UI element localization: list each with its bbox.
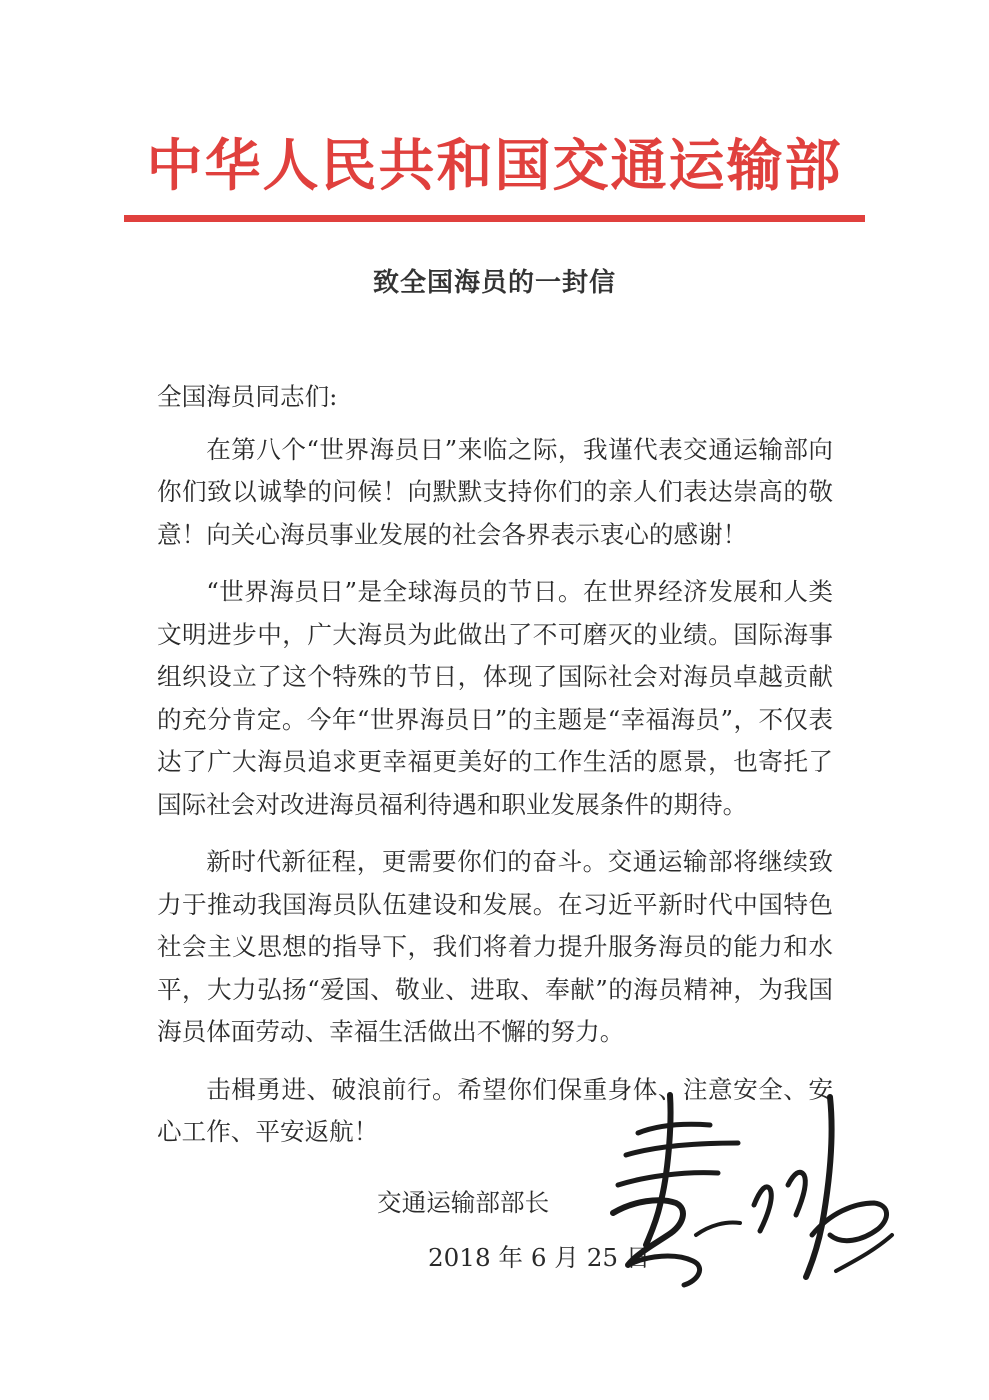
handwritten-signature-icon bbox=[598, 1085, 898, 1290]
letter-title: 致全国海员的一封信 bbox=[372, 268, 616, 298]
paragraph-4: 击楫勇进、破浪前行。希望你们保重身体、注意安全、安心工作、平安返航！ bbox=[157, 1074, 833, 1146]
paragraph-1: 在第八个“世界海员日”来临之际，我谨代表交通运输部向你们致以诚挚的问候！向默默支持你们的亲人们表达崇高的敬意！向关心海员事业发展的社会各界表示衷心的感谢！ bbox=[157, 434, 833, 549]
letter-body bbox=[157, 376, 833, 1169]
signer-title: 交通运输部部长 bbox=[377, 1188, 550, 1217]
salutation: 全国海员同志们: bbox=[157, 382, 338, 411]
masthead-rule bbox=[124, 215, 865, 222]
signature-strokes bbox=[613, 1095, 892, 1285]
paragraph-2: “世界海员日”是全球海员的节日。在世界经济发展和人类文明进步中，广大海员为此做出了不可磨灭的业绩。国际海事组织设立了这个特殊的节日，体现了国际社会对海员卓越贡献的充分肯定。今年“世界海员日”的主题是“幸福海员”，不仅表达了广大海员追求更幸福更美好的工作生活的愿景，也寄托了国际社会对改进海员福利待遇和职业发展条件的期待。 bbox=[157, 577, 833, 819]
masthead-title: 中华人民共和国交通运输部 bbox=[146, 134, 843, 199]
letter-date: 2018 年 6 月 25 日 bbox=[428, 1243, 651, 1272]
paragraph-3: 新时代新征程，更需要你们的奋斗。交通运输部将继续致力于推动我国海员队伍建设和发展。在习近平新时代中国特色社会主义思想的指导下，我们将着力提升服务海员的能力和水平，大力弘扬“爱国、敬业、进取、奉献”的海员精神，为我国海员体面劳动、幸福生活做出不懈的努力。 bbox=[157, 847, 833, 1046]
